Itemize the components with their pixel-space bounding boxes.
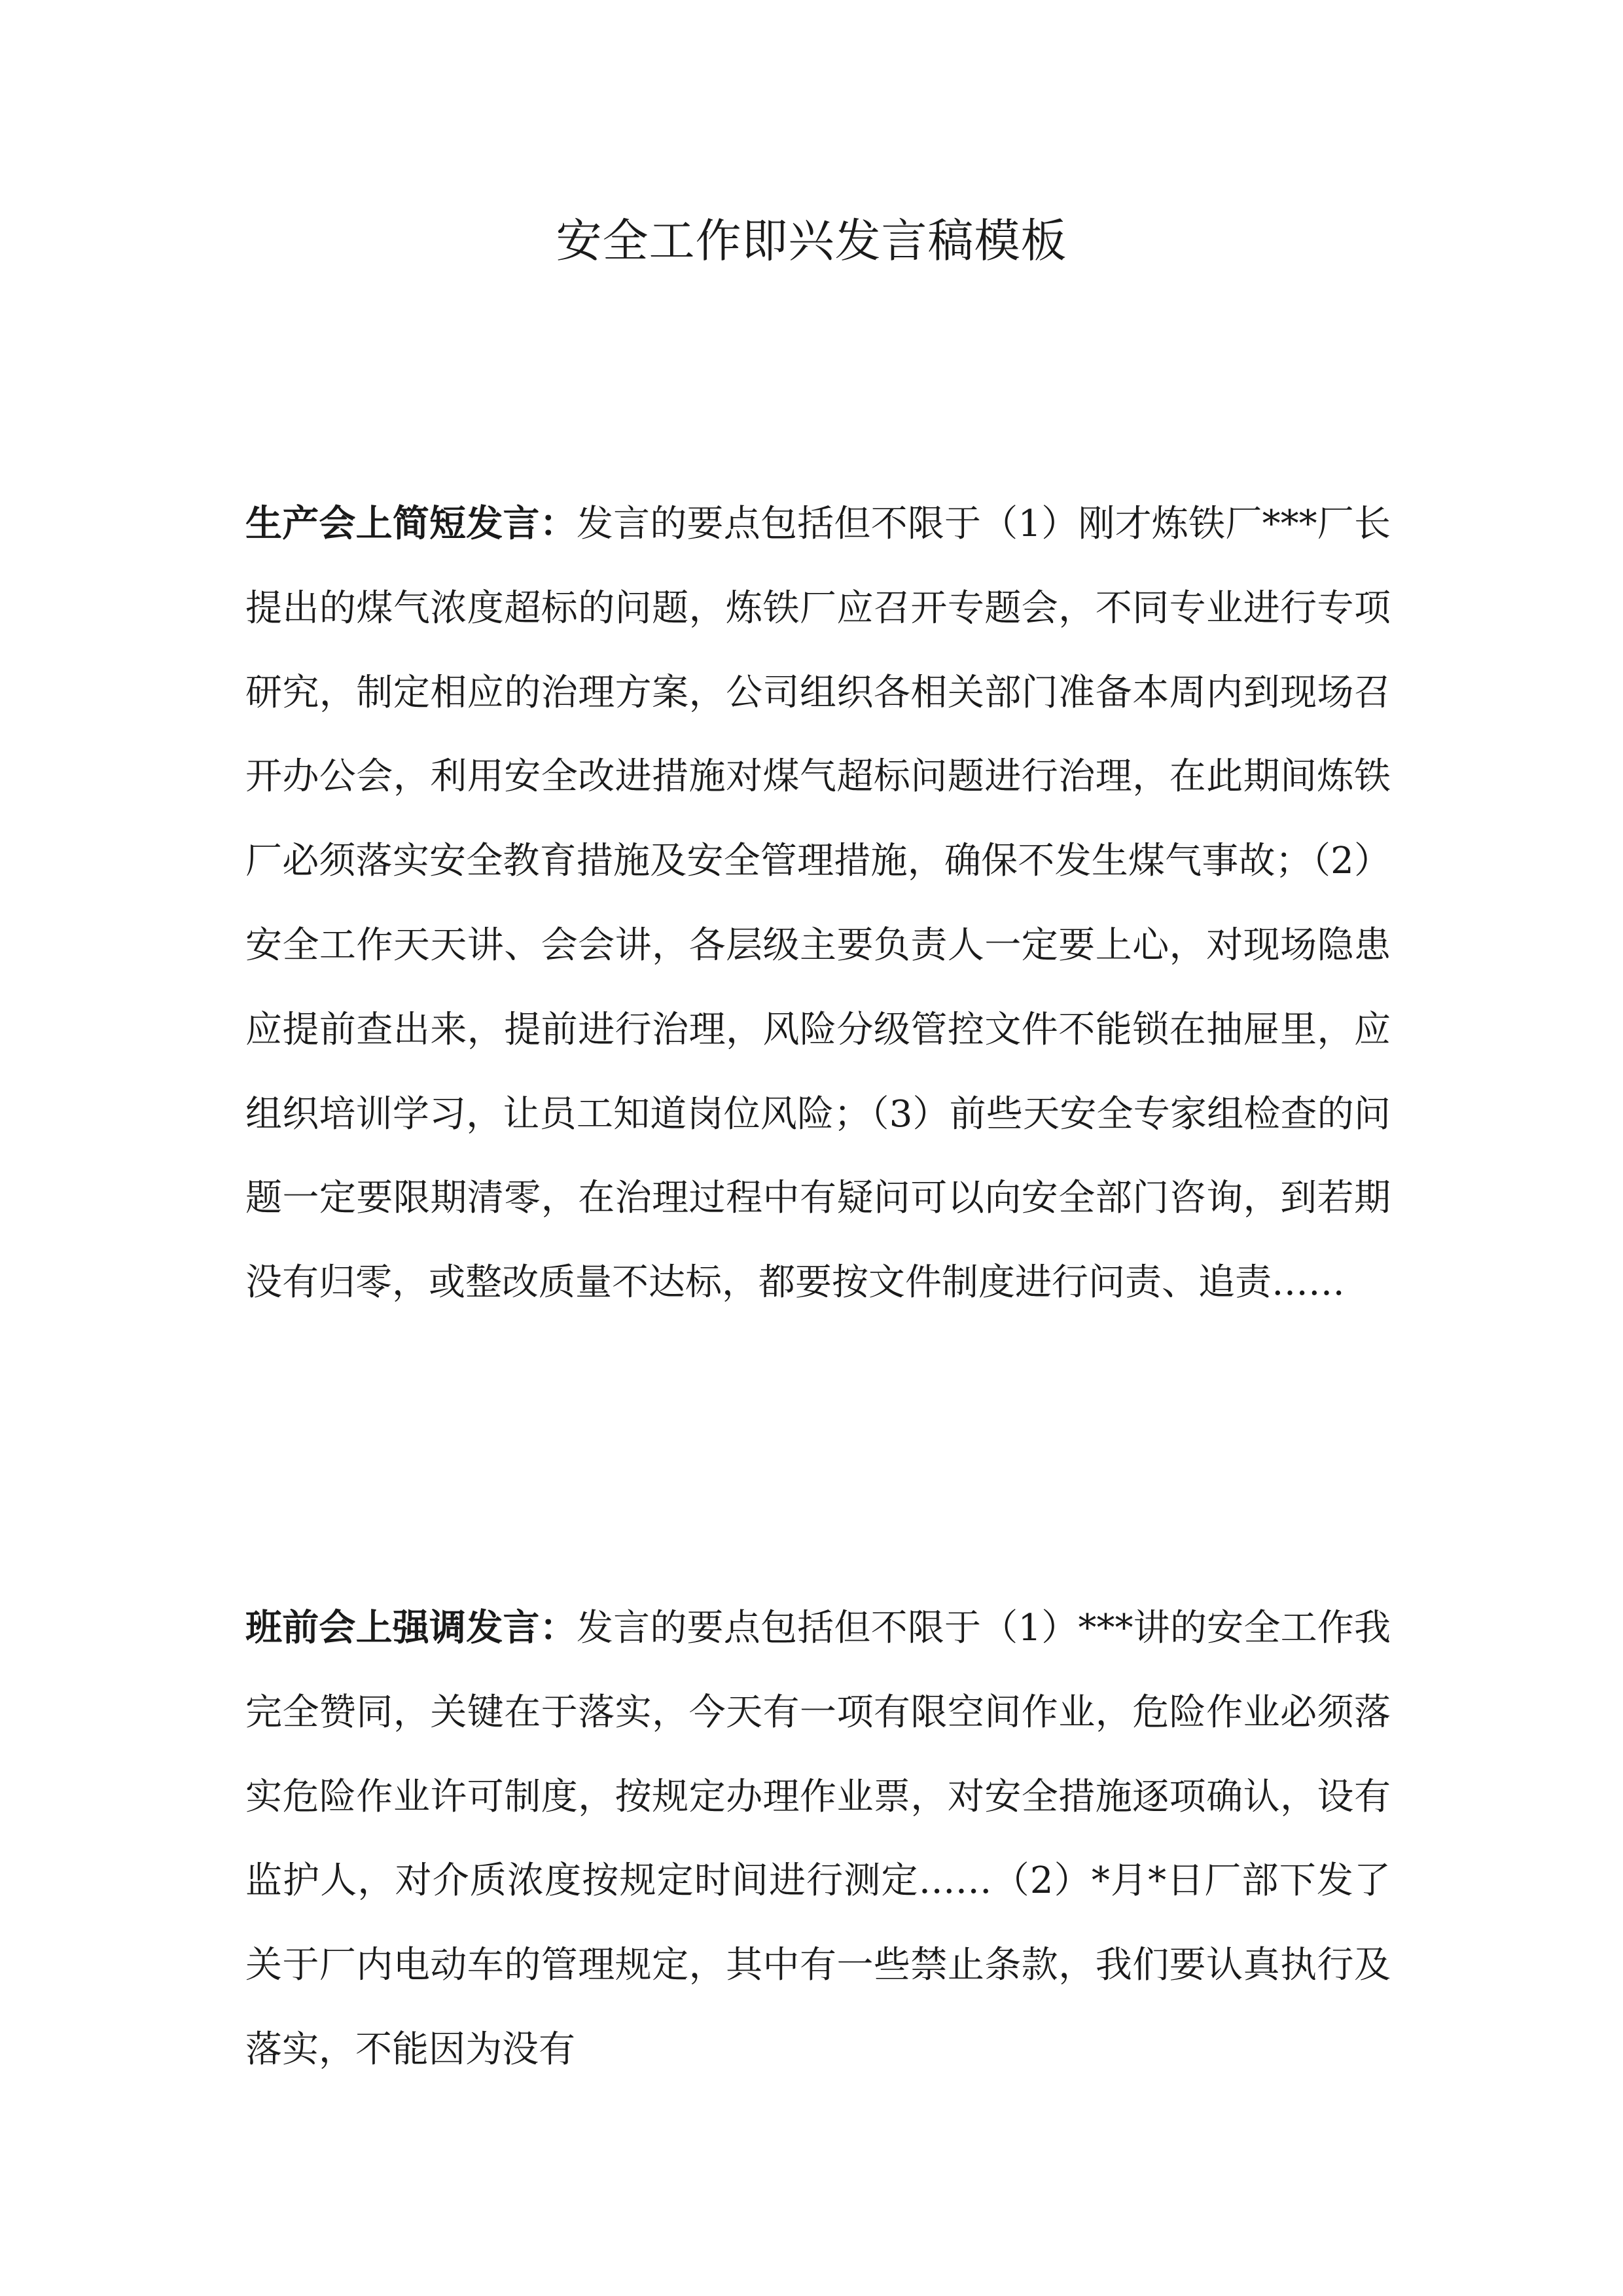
section-heading: 班前会上强调发言： xyxy=(245,1607,577,1649)
section-production-meeting xyxy=(245,482,1391,1325)
section-shift-meeting xyxy=(245,1587,1391,2092)
document-title: 安全工作即兴发言稿模板 xyxy=(556,214,1067,268)
section-body: 发言的要点包括但不限于（1）***讲的安全工作我完全赞同，关键在于落实，今天有一项有限空间作业，危险作业必须落实危险作业许可制度，按规定办理作业票，对安全措施逐项确认，设有监护人，对介质浓度按规定时间进行测定……（2）*月*日厂部下发了关于厂内电动车的管理规定，其中有一些禁止条款，我们要认真执行及落实，不能因为没有 xyxy=(245,1607,1391,2071)
section-heading: 生产会上简短发言： xyxy=(245,503,577,545)
section-body: 发言的要点包括但不限于（1）刚才炼铁厂***厂长提出的煤气浓度超标的问题，炼铁厂应召开专题会，不同专业进行专项研究，制定相应的治理方案，公司组织各相关部门准备本周内到现场召开办公会，利用安全改进措施对煤气超标问题进行治理，在此期间炼铁厂必须落实安全教育措施及安全管理措施，确保不发生煤气事故；（2）安全工作天天讲、会会讲，各层级主要负责人一定要上心，对现场隐患应提前查出来，提前进行治理，风险分级管控文件不能锁在抽屉里，应组织培训学习，让员工知道岗位风险；（3）前些天安全专家组检查的问题一定要限期清零，在治理过程中有疑问可以向安全部门咨询，到若期没有归零，或整改质量不达标，都要按文件制度进行问责、追责…… xyxy=(245,503,1391,1304)
